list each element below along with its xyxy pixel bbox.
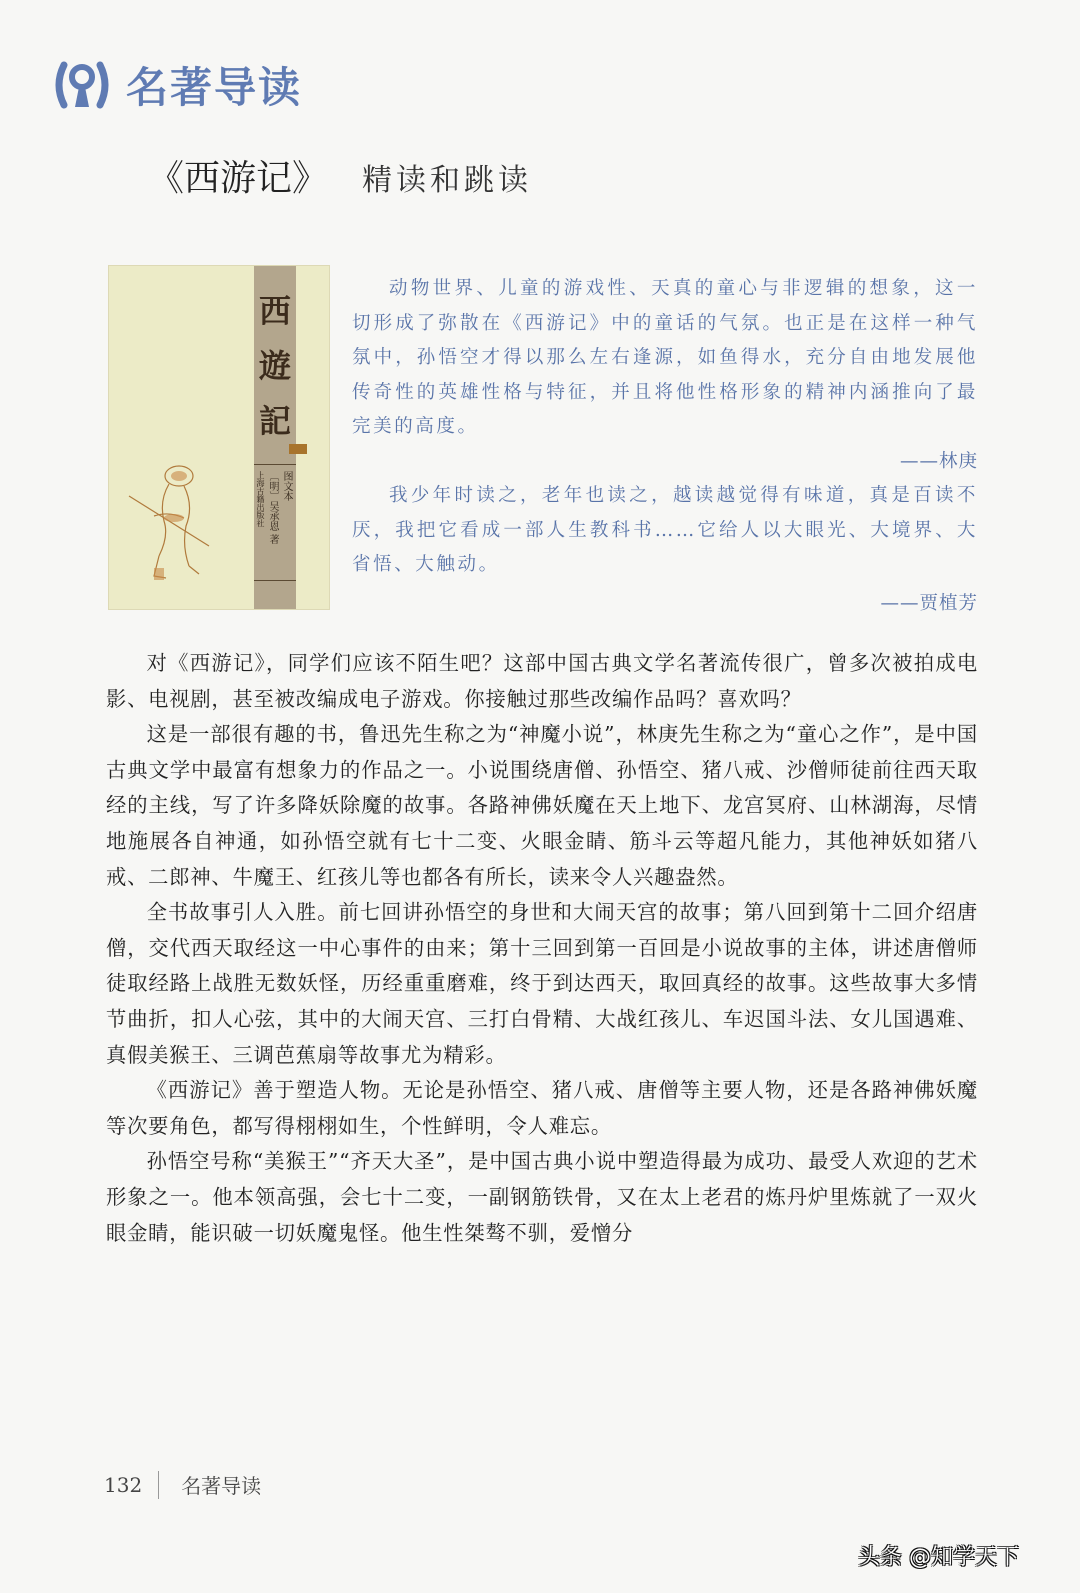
lesson-book-title: 《西游记》	[148, 158, 329, 199]
keyhole-icon	[52, 57, 112, 113]
running-title: 名著导读	[181, 1474, 262, 1498]
cover-title-char: 記	[258, 402, 291, 440]
divider	[158, 1471, 159, 1499]
paragraph: 全书故事引人入胜。前七回讲孙悟空的身世和大闹天宫的故事；第八回到第十二回介绍唐僧，交代西天取经这一中心事件的由来；第十三回到第一百回是小说故事的主体，讲述唐僧师徒取经路上战胜无数妖怪，历经重重磨难，终于到达西天，取回真经的故事。这些故事大多情节曲折，扣人心弦，其中的大闹天宫、三打白骨精、大战红孩儿、车迟国斗法、女儿国遇难、真假美猴王、三调芭蕉扇等故事尤为精彩。	[106, 900, 978, 1067]
quote-author: ——林庚	[899, 450, 978, 472]
paragraph: 这是一部很有趣的书，鲁迅先生称之为“神魔小说”，林庚先生称之为“童心之作”，是中国古典文学中最富有想象力的作品之一。小说围绕唐僧、孙悟空、猪八戒、沙僧师徒前往西天取经的主线，写了许多降妖除魔的故事。各路神佛妖魔在天上地下、龙宫冥府、山林湖海，尽情地施展各自神通，如孙悟空就有七十二变、火眼金睛、筋斗云等超凡能力，其他神妖如猪八戒、二郎神、牛魔王、红孩儿等也都各有所长，读来令人兴趣盎然。	[106, 722, 978, 889]
quote-text: 动物世界、儿童的游戏性、天真的童心与非逻辑的想象，这一切形成了弥散在《西游记》中的童话的气氛。也正是在这样一种气氛中，孙悟空才得以那么左右逢源，如鱼得水，充分自由地发展他传奇性的英雄性格与特征，并且将他性格形象的精神内涵推向了最完美的高度。	[352, 278, 978, 437]
page-footer	[104, 1470, 261, 1499]
cover-title-char: 西	[258, 292, 291, 330]
paragraph: 孙悟空号称“美猴王”“齐天大圣”，是中国古典小说中塑造得最为成功、最受人欢迎的艺术形象之一。他本领高强，会七十二变，一副钢筋铁骨，又在太上老君的炼丹炉里炼就了一双火眼金睛，能识破一切妖魔鬼怪。他生性桀骜不驯，爱憎分	[106, 1149, 978, 1245]
epigraph-quotes	[352, 272, 978, 621]
lesson-title	[148, 150, 532, 201]
divider	[254, 464, 296, 465]
divider	[254, 580, 296, 581]
quote-text: 我少年时读之，老年也读之，越读越觉得有味道，真是百读不厌，我把它看成一部人生教科书……它给人以大眼光、大境界、大省悟、大触动。	[352, 485, 978, 575]
book-cover-image	[108, 265, 330, 610]
section-header	[52, 55, 302, 115]
body-text	[106, 646, 978, 1251]
cover-publisher: 上海古籍出版社	[256, 471, 265, 527]
paragraph: 《西游记》善于塑造人物。无论是孙悟空、猪八戒、唐僧等主要人物，还是各路神佛妖魔等次要角色，都写得栩栩如生，个性鲜明，令人难忘。	[106, 1078, 978, 1138]
cover-author: 〔明〕吴承恩 著	[267, 471, 278, 545]
cover-title-char: 遊	[258, 347, 291, 385]
lesson-subtitle: 精读和跳读	[362, 163, 533, 198]
monkey-king-illustration-icon	[124, 456, 224, 586]
paragraph: 对《西游记》，同学们应该不陌生吧？这部中国古典文学名著流传很广，曾多次被拍成电影、电视剧，甚至被改编成电子游戏。你接触过那些改编作品吗？喜欢吗？	[106, 651, 978, 711]
section-title: 名著导读	[126, 63, 303, 112]
cover-edition: 图文本	[281, 471, 292, 501]
page-number: 132	[104, 1472, 143, 1497]
quote-author: ——贾植芳	[880, 592, 978, 614]
watermark: 头条 @知学天下	[858, 1545, 1019, 1570]
cover-volume-mark	[289, 444, 307, 454]
